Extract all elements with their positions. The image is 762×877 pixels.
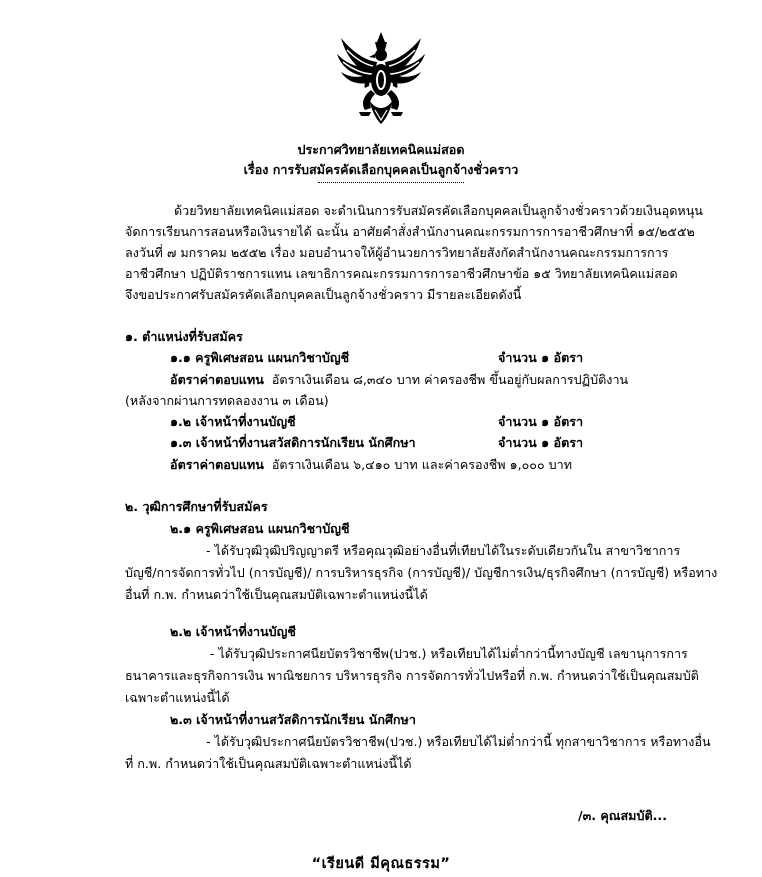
qualification-1-heading: ๒.๑ ครูพิเศษสอน แผนกวิชาบัญชี (170, 521, 350, 536)
qualification-1-line-3: อื่นที่ ก.พ. กำหนดว่าใช้เป็นคุณสมบัติเฉพาะตำแหน่งนี้ได้ (125, 587, 428, 602)
title-divider (318, 182, 464, 183)
pay-rate-1-text: อัตราเงินเดือน ๘,๓๔๐ บาท ค่าครองชีพ ขึ้นอยู่กับผลการปฏิบัติงาน (271, 372, 629, 387)
qualification-2-line-2: ธนาคารและธุรกิจการเงิน พาณิชยการ บริหารธุรกิจ การจัดการทั่วไปหรือที่ ก.พ. กำหนดว่าใช้เป็นคุณสมบัติ (125, 668, 699, 683)
qualification-2-line-1: - ได้รับวุฒิประกาศนียบัตรวิชาชีพ(ปวช.) หรือเทียบได้ไม่ต่ำกว่านี้ทางบัญชี เลขานุการการ (210, 646, 688, 661)
intro-line-1: ด้วยวิทยาลัยเทคนิคแม่สอด จะดำเนินการรับสมัครคัดเลือกบุคคลเป็นลูกจ้างชั่วคราวด้วยเงินอุดหนุน (174, 203, 703, 218)
section2-heading: ๒. วุฒิการศึกษาที่รับสมัคร (125, 499, 268, 514)
position-3-count: จำนวน ๑ อัตรา (498, 435, 584, 450)
pay-rate-1 (170, 370, 628, 390)
qualification-2-line-3: เฉพาะตำแหน่งนี้ได้ (125, 690, 230, 705)
pay-rate-1-label: อัตราค่าตอบแทน (170, 372, 264, 387)
motto: “เรียนดี มีคุณธรรม” (311, 856, 451, 872)
pay-rate-1-note: (หลังจากผ่านการทดลองงาน ๓ เดือน) (125, 393, 329, 408)
qualification-2-heading: ๒.๒ เจ้าหน้าที่งานบัญชี (170, 624, 296, 639)
garuda-emblem-icon (333, 30, 429, 126)
announcement-title: ประกาศวิทยาลัยเทคนิคแม่สอด (297, 142, 465, 157)
position-1-count: จำนวน ๑ อัตรา (498, 350, 584, 365)
pay-rate-2-label: อัตราค่าตอบแทน (170, 457, 264, 472)
pay-rate-2 (170, 455, 572, 475)
intro-line-5: จึงขอประกาศรับสมัครคัดเลือกบุคคลเป็นลูกจ้างชั่วคราว มีรายละเอียดดังนี้ (125, 287, 522, 302)
position-1-label: ๑.๑ ครูพิเศษสอน แผนกวิชาบัญชี (170, 350, 350, 365)
position-2-label: ๑.๒ เจ้าหน้าที่งานบัญชี (170, 414, 296, 429)
position-3-label: ๑.๓ เจ้าหน้าที่งานสวัสดิการนักเรียน นักศึกษา (170, 435, 416, 450)
continuation-marker: /๓. คุณสมบัติ... (578, 808, 667, 823)
intro-line-4: อาชีวศึกษา ปฏิบัติราชการแทน เลขาธิการคณะกรรมการการอาชีวศึกษาข้อ ๑๕ วิทยาลัยเทคนิคแม่สอด (125, 266, 678, 281)
section1-heading: ๑. ตำแหน่งที่รับสมัคร (125, 329, 243, 344)
position-2-count: จำนวน ๑ อัตรา (498, 414, 584, 429)
qualification-3-line-2: ที่ ก.พ. กำหนดว่าใช้เป็นคุณสมบัติเฉพาะตำแหน่งนี้ได้ (125, 756, 412, 771)
qualification-3-line-1: - ได้รับวุฒิประกาศนียบัตรวิชาชีพ(ปวช.) หรือเทียบได้ไม่ต่ำกว่านี้ ทุกสาขาวิชาการ หรือทางอื่น (206, 734, 711, 749)
qualification-1-line-1: - ได้รับวุฒิวุฒิปริญญาตรี หรือคุณวุฒิอย่างอื่นที่เทียบได้ในระดับเดียวกันใน สาขาวิชาการ (206, 543, 681, 558)
pay-rate-2-text: อัตราเงินเดือน ๖,๔๑๐ บาท และค่าครองชีพ ๑,๐๐๐ บาท (271, 457, 573, 472)
intro-line-3: ลงวันที่ ๗ มกราคม ๒๕๕๒ เรื่อง มอบอำนาจให้ผู้อำนวยการวิทยาลัยสังกัดสำนักงานคณะกรรมการการ (125, 245, 669, 260)
qualification-1-line-2: บัญชี/การจัดการทั่วไป (การบัญชี)/ การบริหารธุรกิจ (การบัญชี)/ บัญชีการเงิน/ธุรกิจศึกษา (การบัญชี) หรือทาง (125, 565, 718, 580)
qualification-3-heading: ๒.๓ เจ้าหน้าที่งานสวัสดิการนักเรียน นักศึกษา (170, 712, 416, 727)
announcement-subject: เรื่อง การรับสมัครคัดเลือกบุคคลเป็นลูกจ้างชั่วคราว (243, 162, 519, 177)
intro-line-2: จัดการเรียนการสอนหรือเงินรายได้ ฉะนั้น อาศัยคำสั่งสำนักงานคณะกรรมการการอาชีวศึกษาที่ ๑๕/๒๕๕๒ (125, 224, 695, 239)
